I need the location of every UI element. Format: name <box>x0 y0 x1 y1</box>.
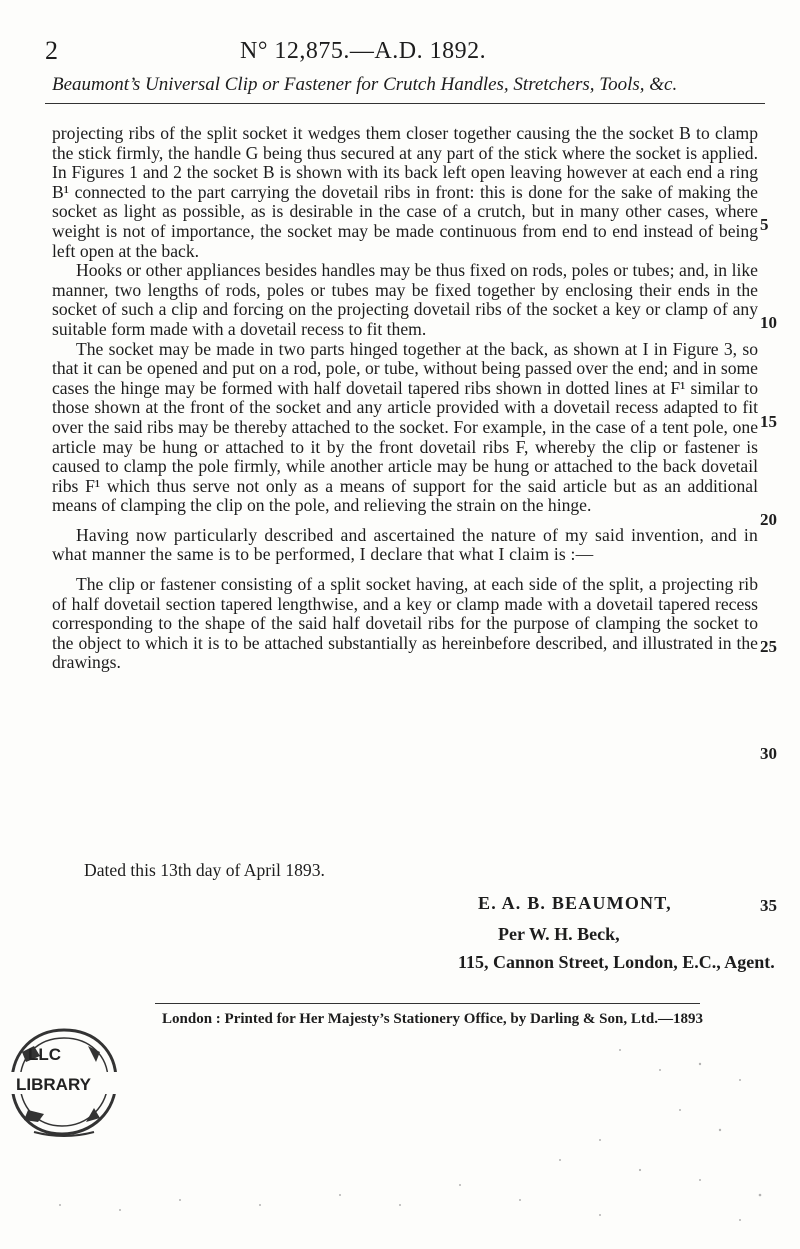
paragraph-hooks: Hooks or other appliances besides handles may be thus fixed on rods, poles or tubes; and, in like manner, two lengths of rods, poles or tubes may be fixed together by enclosing their ends in the socket of such a clip and forcing on the projecting dovetail ribs of the socket a key or clamp of any suitable form made with a dovetail recess to fit them. <box>52 260 758 339</box>
paragraph-hinged-socket: The socket may be made in two parts hinged together at the back, as shown at I in Figure 3, so that it can be opened and put on a rod, pole, or tube, without being passed over the end; and in some cases the hinge may be formed with half dovetail tapered ribs shown in dotted lines at F¹ similar to those shown at the front of the socket and any article provided with a dovetail recess adapted to fit over the said ribs may be thereby attached to the socket. For example, in the case of a tent pole, one article may be hung or attached to it by the front dovetail ribs F, whereby the clip or fastener is caused to clamp the pole firmly, while another article may be hung or attached to the back dovetail ribs F¹ which thus serve not only as a means of support for the said article but as an additional means of clamping the clip on the pole, and relieving the strain on the hinge. <box>52 338 758 516</box>
line-number: 10 <box>760 313 777 332</box>
printer-imprint: London : Printed for Her Majesty’s Stationery Office, by Darling & Son, Ltd.—1893 <box>162 1011 703 1027</box>
line-number: 35 <box>760 896 777 915</box>
line-number: 5 <box>760 215 769 234</box>
page-number: 2 <box>45 36 58 65</box>
paragraph-claim-intro: Having now particularly described and ascertained the nature of my said invention, and in what manner the same is to be performed, I declare that what I claim is :— <box>52 524 758 565</box>
agent-address: 115, Cannon Street, London, E.C., Agent. <box>458 952 775 972</box>
line-number: 15 <box>760 412 777 431</box>
line-number: 20 <box>760 510 777 529</box>
agent-name: Per W. H. Beck, <box>498 924 620 944</box>
running-title: Beaumont’s Universal Clip or Fastener for Crutch Handles, Stretchers, Tools, &c. <box>52 74 678 95</box>
signatory-name: E. A. B. BEAUMONT, <box>478 893 672 913</box>
stamp-label: LIBRARY <box>16 1075 91 1094</box>
patent-number: N° 12,875.—A.D. 1892. <box>240 38 487 64</box>
line-number: 30 <box>760 744 777 763</box>
stamp-arc-text: LLC <box>28 1045 62 1064</box>
line-number: 25 <box>760 637 777 656</box>
dated-line: Dated this 13th day of April 1893. <box>84 860 325 880</box>
paragraph-continuation: projecting ribs of the split socket it wedges them closer together causing the the socket B to clamp the stick firmly, the handle G being thus secured at any part of the stick where the socket is applied. In Figures 1 and 2 the socket B is shown with its back left open leaving however at each end a ring B¹ connected to the part carrying the dovetail ribs in front: this is done for the sake of making the socket as light as possible, as is desirable in the case of a crutch, but in many other cases, where weight is not of importance, the socket may be made continuous from end to end instead of being left open at the back. <box>52 123 758 261</box>
paragraph-claim: The clip or fastener consisting of a split socket having, at each side of the split, a projecting rib of half dovetail section tapered lengthwise, and a key or clamp made with a dovetail tapered recess corresponding to the shape of the said half dovetail ribs for the purpose of clamping the socket to the object to which it is to be attached substantially as hereinbefore described, and illustrated in the drawings. <box>52 574 758 673</box>
